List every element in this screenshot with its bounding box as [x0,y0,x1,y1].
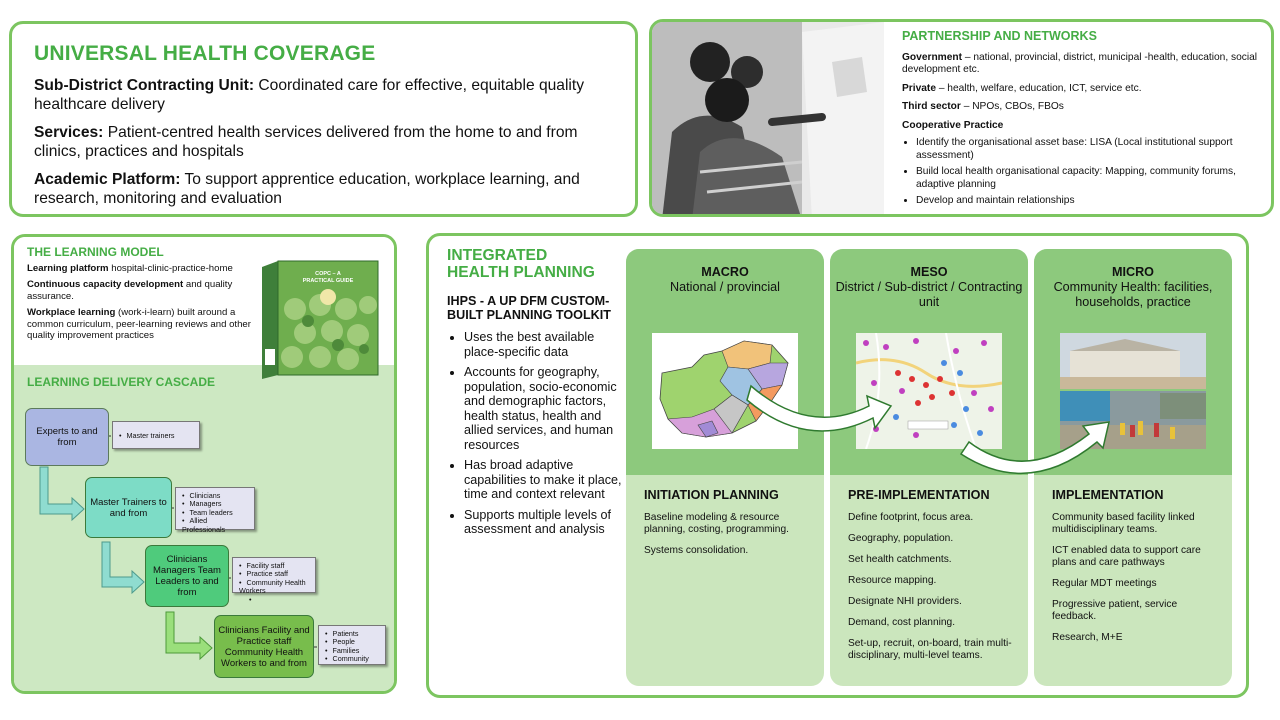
cascade-list-experts: • Master trainers [112,421,200,449]
cascade-list-master-trainers: • Clinicians • Managers • Team leaders • Allied Professionals [175,487,255,530]
cascade-list-community: • Patients • People • Families • Community [318,625,386,665]
learning-paragraph: Learning platform hospital-clinic-practice-home [27,262,233,274]
community-health-photos [1060,333,1206,449]
learning-panel [11,234,397,694]
uhc-item: Sub-District Contracting Unit: Coordinated care for effective, equitable quality healthcare delivery [34,77,585,113]
ihp-subtitle: IHPS - A UP DFM CUSTOM-BUILT PLANNING TOOLKIT [447,294,611,322]
stage-title: IMPLEMENTATION [1052,488,1164,502]
list-item: • Identify the organisational asset base: LISA (Local institutional support assessment) [916,137,1272,162]
learning-paragraph: Continuous capacity development and quality assurance. [27,279,233,302]
stage-items: Community based facility linked multidisciplinary teams. ICT enabled data to support care plans and care pathways Regular MDT meetings Progressive patient, service feedback. Research, M+E [1052,512,1201,643]
macro-column [626,249,824,686]
partnership-panel [649,19,1274,217]
list-item: • Develop and maintain relationships [916,195,1272,208]
micro-column [1034,249,1232,686]
partnership-text [902,30,1272,212]
cascade-box-master-trainers: Master Trainers to and from [85,477,172,538]
cascade-list-clinicians: • Facility staff • Practice staff • Community Health Workers • [232,557,316,593]
cascade-box-facility-staff: Clinicians Facility and Practice staff Community Health Workers to and from [214,615,314,678]
learning-paragraph: Workplace learning (work-i-learn) built around a common curriculum, peer-learning reviews and other quality improvement practices [27,307,251,341]
stage-items: Define footprint, focus area. Geography, population. Set health catchments. Resource mapping. Designate NHI providers. Demand, cost planning. Set-up, recruit, on-board, train multi-disciplinary, multi-level teams. [848,512,1012,661]
stage-title: INITIATION PLANNING [644,488,779,502]
stage-items: Baseline modeling & resource planning, costing, programming. Systems consolidation. [644,512,789,556]
district-facility-map [856,333,1002,449]
community-mapping-photo [652,22,884,217]
stage-title: PRE-IMPLEMENTATION [848,488,990,502]
integrated-health-planning-panel [426,233,1249,698]
cascade-title: LEARNING DELIVERY CASCADE [27,375,216,389]
partner-line: Government – national, provincial, district, municipal -health, education, social development etc. [902,51,1258,75]
partnership-title: PARTNERSHIP AND NETWORKS [902,29,1097,43]
list-item: • Accounts for geography, population, socio-economic and demographic factors, health status, health and allied services, and human resources [464,365,625,452]
learning-model-title: THE LEARNING MODEL [27,245,164,259]
list-item: • Build local health organisational capacity: Mapping, community forums, adaptive planning [916,166,1272,191]
partner-line: Private – health, welfare, education, ICT, service etc. [902,82,1142,94]
column-title: MESO District / Sub-district / Contracting unit [835,265,1023,309]
south-africa-map [652,333,798,449]
list-item: • Has broad adaptive capabilities to make it place, time and context relevant [464,458,625,502]
meso-column [830,249,1028,686]
cooperative-practice-title: Cooperative Practice [902,119,1004,131]
list-item: • Supports multiple levels of assessment and analysis [464,508,625,537]
uhc-item: Academic Platform: To support apprentice education, workplace learning, and research, monitoring and evaluation [34,171,580,207]
ihp-title: INTEGRATED HEALTH PLANNING [447,247,595,281]
cooperative-practice-list [902,137,1272,208]
cascade-box-clinicians: Clinicians Managers Team Leaders to and from [145,545,229,607]
ihp-bullets [447,330,625,537]
book-title: COPC – A PRACTICAL GUIDE [302,271,354,284]
ihp-text [447,247,625,543]
column-title: MACRO National / provincial [670,265,780,294]
uhc-panel [9,21,638,217]
uhc-title: UNIVERSAL HEALTH COVERAGE [34,42,376,65]
uhc-item: Services: Patient-centred health services delivered from the home to and from clinics, practices and hospitals [34,124,578,160]
partner-line: Third sector – NPOs, CBOs, FBOs [902,101,1064,112]
list-item: • Uses the best available place-specific data [464,330,625,359]
column-title: MICRO Community Health: facilities, households, practice [1053,265,1213,309]
cascade-box-experts: Experts to and from [25,408,109,466]
